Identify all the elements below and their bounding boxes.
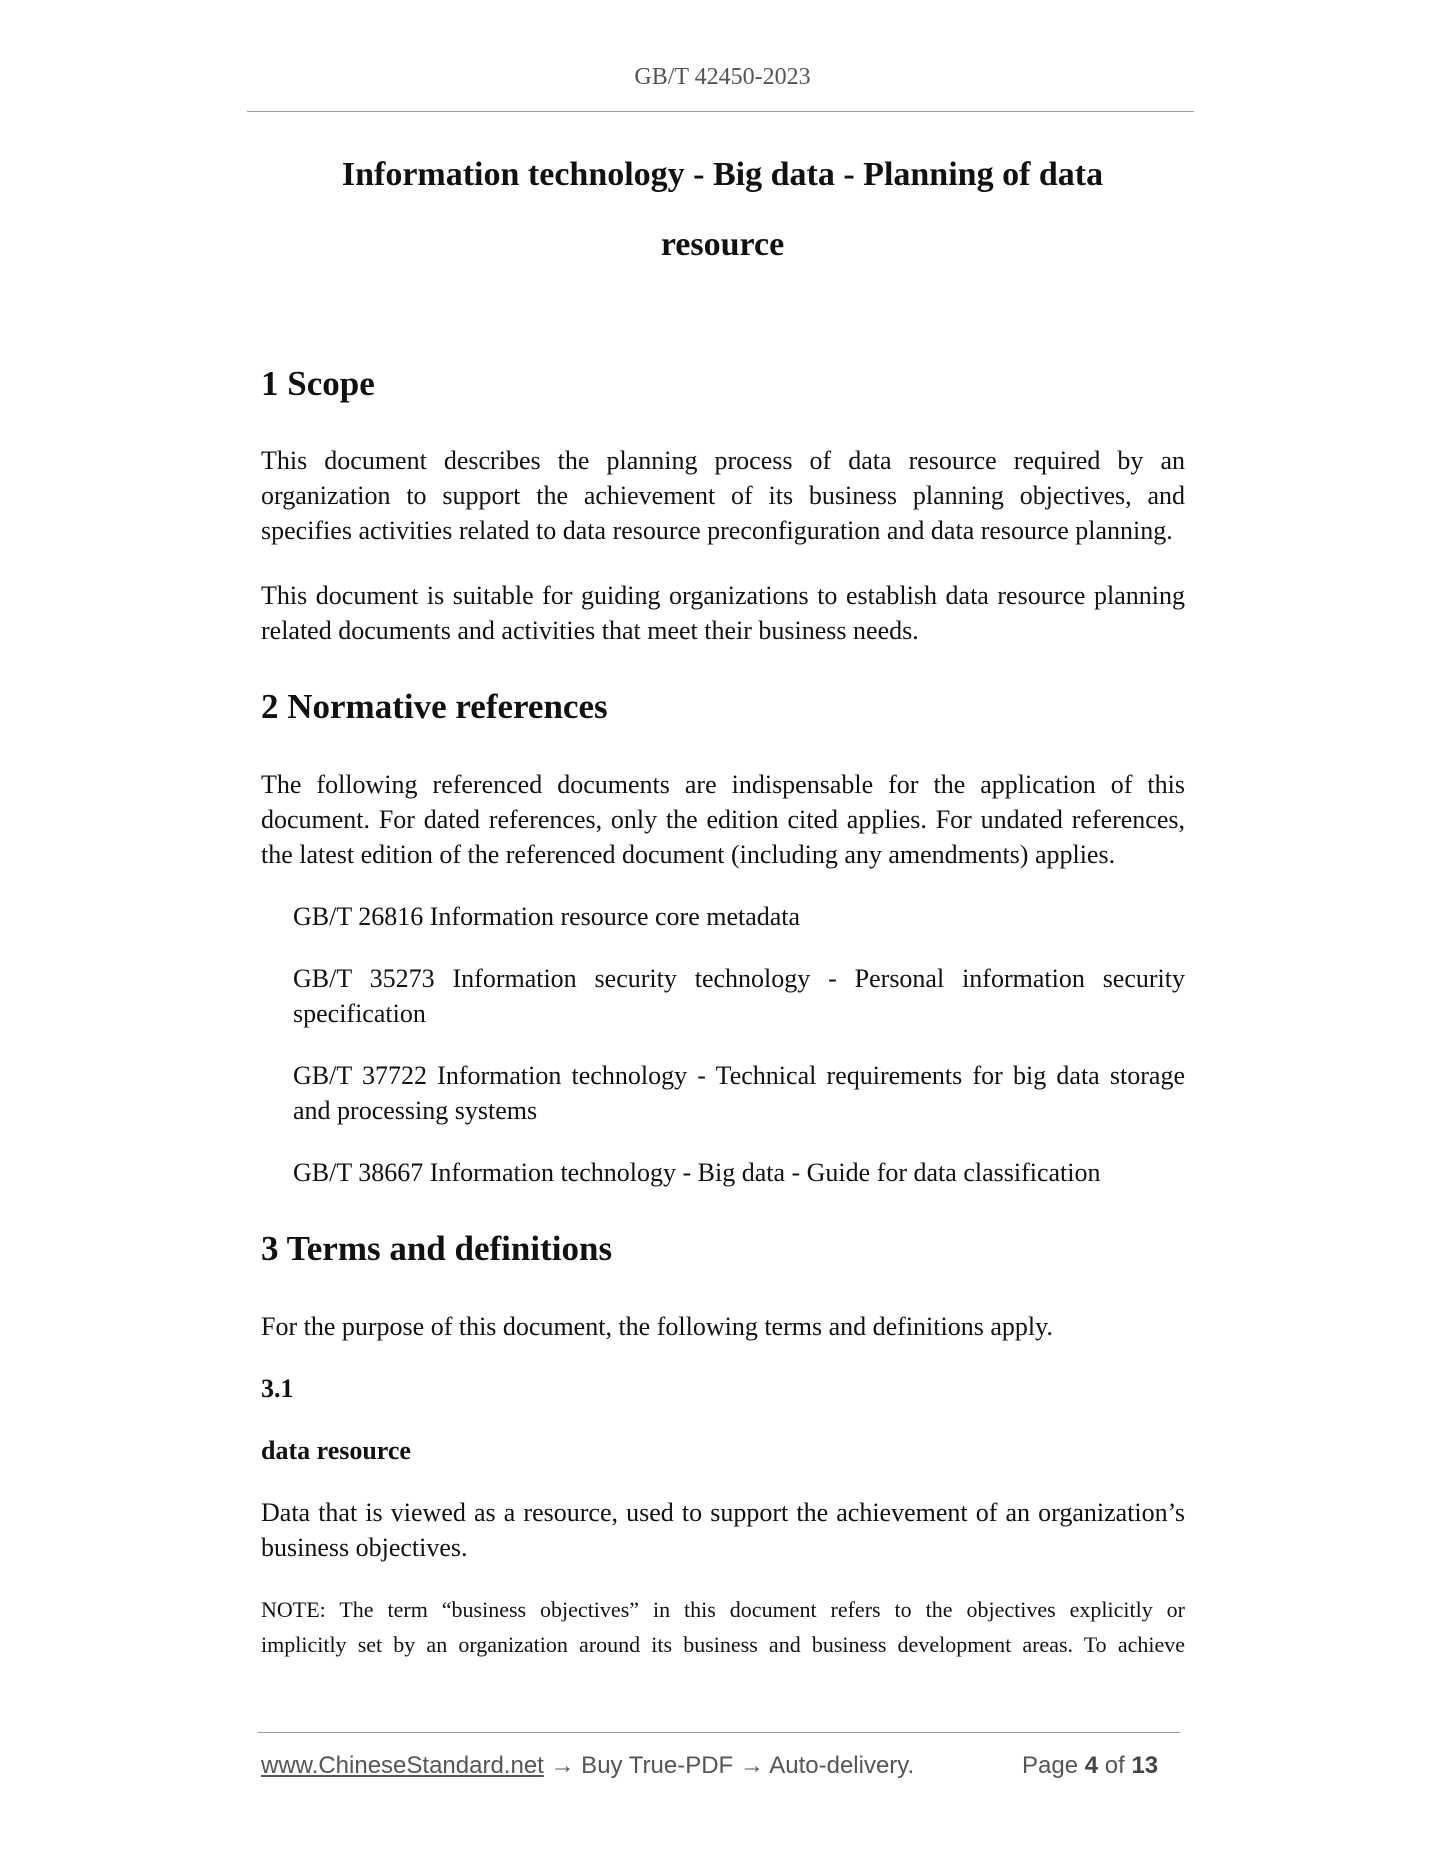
document-title-line-2: resource: [660, 226, 785, 263]
note-line-2: implicitly set by an organization around its business and business development areas. To achieve: [261, 1632, 1185, 1657]
note-line-1: NOTE: The term “business objectives” in this document refers to the objectives explicitly or: [261, 1597, 1185, 1622]
scope-para-1-line-2: organization to support the achievement of its business planning objectives, and: [261, 481, 1185, 510]
page-of-label: of: [1104, 1752, 1125, 1779]
scope-para-1-line-3: specifies activities related to data resource preconfiguration and data resource planning.: [261, 516, 1173, 545]
footer-promo-text: → Buy True-PDF → Auto-delivery.: [543, 1752, 915, 1779]
term-name: data resource: [261, 1436, 411, 1465]
page-total: 13: [1131, 1752, 1159, 1779]
chinesestandard-link[interactable]: www.ChineseStandard.net: [261, 1752, 544, 1779]
footer-promo: [261, 1752, 914, 1780]
section-1-heading: 1 Scope: [261, 364, 375, 403]
reference-item: GB/T 37722 Information technology - Technical requirements for big data storage: [293, 1061, 1185, 1090]
section-3-heading: 3 Terms and definitions: [261, 1229, 613, 1268]
reference-item: GB/T 26816 Information resource core metadata: [293, 902, 801, 931]
terms-intro: For the purpose of this document, the following terms and definitions apply.: [261, 1312, 1053, 1341]
term-number: 3.1: [261, 1374, 294, 1403]
header-rule: [247, 111, 1194, 112]
page-indicator: [1022, 1752, 1158, 1780]
section-2-heading: 2 Normative references: [261, 687, 608, 726]
reference-item-continuation: and processing systems: [293, 1096, 538, 1125]
document-title-line-1: Information technology - Big data - Planning of data: [341, 156, 1104, 193]
page-current: 4: [1084, 1752, 1099, 1779]
reference-item-continuation: specification: [293, 999, 426, 1028]
normative-para-line-1: The following referenced documents are indispensable for the application of this: [261, 770, 1185, 799]
scope-para-1-line-1: This document describes the planning process of data resource required by an: [261, 446, 1185, 475]
scope-para-2-line-2: related documents and activities that meet their business needs.: [261, 616, 919, 645]
normative-para-line-3: the latest edition of the referenced document (including any amendments) applies.: [261, 840, 1116, 869]
term-definition-line-2: business objectives.: [261, 1533, 468, 1562]
page-label: Page: [1022, 1752, 1079, 1779]
term-definition-line-1: Data that is viewed as a resource, used to support the achievement of an organization’s: [261, 1498, 1185, 1527]
footer-rule: [258, 1732, 1180, 1733]
running-header: GB/T 42450-2023: [634, 64, 811, 90]
normative-para-line-2: document. For dated references, only the edition cited applies. For undated references,: [261, 805, 1185, 834]
reference-item: GB/T 35273 Information security technology - Personal information security: [293, 964, 1185, 993]
scope-para-2-line-1: This document is suitable for guiding organizations to establish data resource planning: [261, 581, 1185, 610]
reference-item: GB/T 38667 Information technology - Big data - Guide for data classification: [293, 1158, 1101, 1187]
